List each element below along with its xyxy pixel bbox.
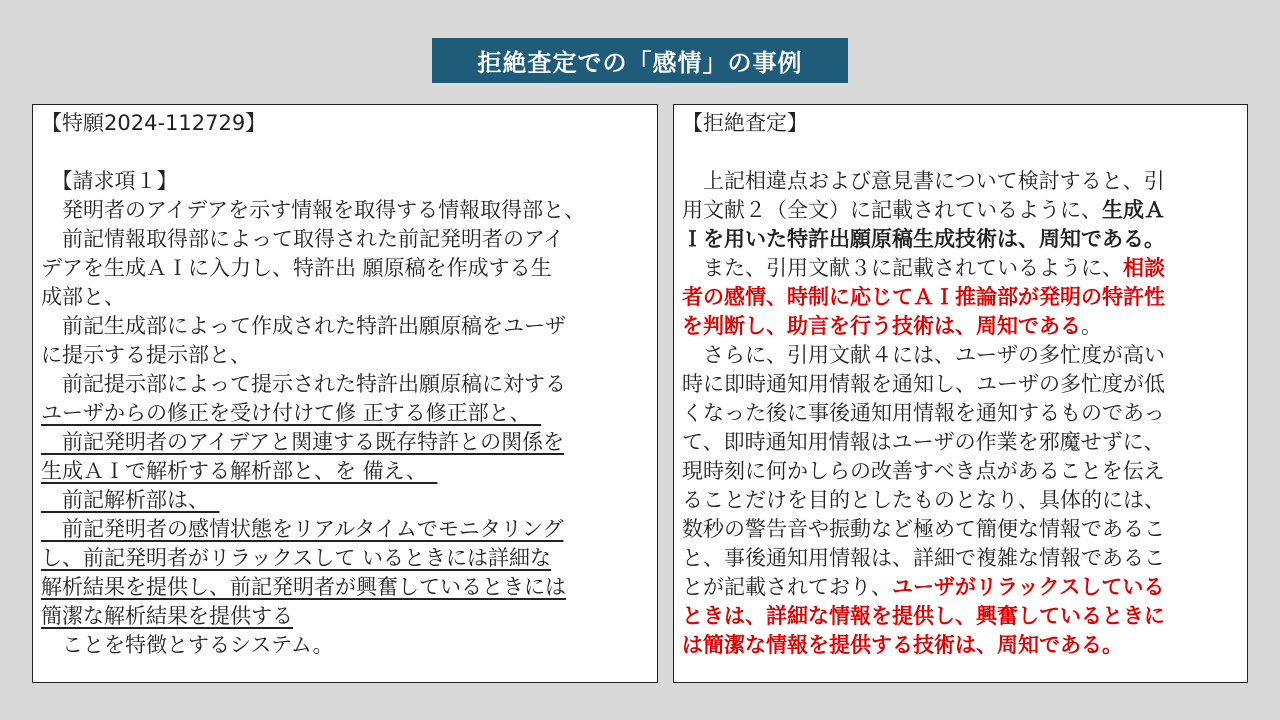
- highlight-text: 相談: [1123, 256, 1165, 280]
- rejection-decision-panel: [673, 104, 1248, 683]
- claim-line: [41, 167, 651, 196]
- claim-line: [41, 196, 651, 225]
- claim-line-text: ユーザからの修正を受け付けて修 正する修正部と、: [41, 401, 542, 425]
- claim-line: [41, 370, 651, 399]
- decision-line: [682, 457, 1241, 486]
- claim-line: [41, 544, 651, 573]
- claim-line-text: 【請求項１】: [41, 169, 178, 193]
- slide-title: 拒絶査定での「感情」の事例: [432, 38, 848, 83]
- claim-line-text: 前記発明者のアイデアと関連する既存特許との関係を: [41, 430, 565, 454]
- claim-line-text: 簡潔な解析結果を提供する: [41, 604, 293, 628]
- bold-text: 生成Ａ: [1102, 198, 1165, 222]
- decision-line: [682, 573, 1241, 602]
- claim-line-text: 前記生成部によって作成された特許出願原稿をユーザ: [41, 314, 566, 338]
- claim-line: [41, 515, 651, 544]
- claim-line-text: 前記解析部は、: [41, 488, 220, 512]
- patent-claim-panel: [32, 104, 658, 683]
- claim-line: [41, 428, 651, 457]
- claim-line: [41, 138, 651, 167]
- decision-text: また、引用文献３に記載されているように、: [682, 256, 1123, 280]
- decision-text: と、事後通知用情報は、詳細で複雑な情報であるこ: [682, 546, 1165, 570]
- decision-text: 上記相違点および意見書について検討すると、引: [682, 169, 1165, 193]
- claim-line-text: に提示する提示部と、: [41, 343, 251, 367]
- claim-line-text: 【特願2024-112729】: [41, 111, 267, 135]
- decision-line: [682, 254, 1241, 283]
- claim-line-text: 発明者のアイデアを示す情報を取得する情報取得部と、: [41, 198, 586, 222]
- claim-line: [41, 399, 651, 428]
- highlight-text: 者の感情、時制に応じてＡＩ推論部が発明の特許性: [682, 285, 1165, 309]
- decision-line: [682, 486, 1241, 515]
- claim-line-text: 前記情報取得部によって取得された前記発明者のアイ: [41, 227, 565, 251]
- claim-line: [41, 312, 651, 341]
- claim-line: [41, 602, 651, 631]
- claim-line-text: 生成ＡＩで解析する解析部と、を 備え、: [41, 459, 438, 483]
- decision-text: とが記載されており、: [682, 575, 892, 599]
- decision-line: [682, 544, 1241, 573]
- decision-line: [682, 138, 1241, 167]
- decision-line: [682, 370, 1241, 399]
- highlight-text: ときは、詳細な情報を提供し、興奮しているときに: [682, 604, 1165, 628]
- claim-line-text: し、前記発明者がリラックスして いるときには詳細な: [41, 546, 552, 570]
- decision-text: て、即時通知用情報はユーザの作業を邪魔せずに、: [682, 430, 1165, 454]
- claim-line: [41, 254, 651, 283]
- decision-line: [682, 283, 1241, 312]
- decision-line: [682, 196, 1241, 225]
- decision-text: ることだけを目的としたものとなり、具体的には、: [682, 488, 1165, 512]
- decision-line: [682, 109, 1241, 138]
- claim-line-text: デアを生成ＡＩに入力し、特許出 願原稿を作成する生: [41, 256, 552, 280]
- decision-line: [682, 225, 1241, 254]
- decision-line: [682, 399, 1241, 428]
- decision-line: [682, 602, 1241, 631]
- decision-line: [682, 341, 1241, 370]
- claim-line: [41, 225, 651, 254]
- claim-line: [41, 457, 651, 486]
- decision-line: [682, 428, 1241, 457]
- claim-line: [41, 573, 651, 602]
- highlight-text: ユーザがリラックスしている: [892, 575, 1165, 599]
- claim-line-text: ことを特徴とするシステム。: [41, 633, 334, 657]
- claim-line: [41, 341, 651, 370]
- claim-line-text: 前記提示部によって提示された特許出願原稿に対する: [41, 372, 566, 396]
- decision-line: [682, 515, 1241, 544]
- claim-line-text: 前記発明者の感情状態をリアルタイムでモニタリング: [41, 517, 564, 541]
- claim-line: [41, 109, 651, 138]
- claim-line-text: 成部と、: [41, 285, 125, 309]
- decision-text: 。: [1081, 314, 1102, 338]
- decision-line: [682, 631, 1241, 660]
- decision-text: 用文献２（全文）に記載されているように、: [682, 198, 1102, 222]
- bold-text: Ｉを用いた特許出願原稿生成技術は、周知である。: [682, 227, 1165, 251]
- decision-text: くなった後に事後通知用情報を通知するものであっ: [682, 401, 1165, 425]
- highlight-text: は簡潔な情報を提供する技術は、周知である。: [682, 633, 1123, 657]
- decision-text: さらに、引用文献４には、ユーザの多忙度が高い: [682, 343, 1165, 367]
- decision-line: [682, 167, 1241, 196]
- highlight-text: を判断し、助言を行う技術は、周知である: [682, 314, 1081, 338]
- claim-line: [41, 283, 651, 312]
- decision-line: [682, 312, 1241, 341]
- decision-text: 【拒絶査定】: [682, 111, 808, 135]
- decision-text: 時に即時通知用情報を通知し、ユーザの多忙度が低: [682, 372, 1165, 396]
- claim-line: [41, 486, 651, 515]
- claim-line: [41, 631, 651, 660]
- claim-line-text: 解析結果を提供し、前記発明者が興奮しているときには: [41, 575, 566, 599]
- decision-text: 現時刻に何かしらの改善すべき点があることを伝え: [682, 459, 1165, 483]
- decision-text: 数秒の警告音や振動など極めて簡便な情報であるこ: [682, 517, 1165, 541]
